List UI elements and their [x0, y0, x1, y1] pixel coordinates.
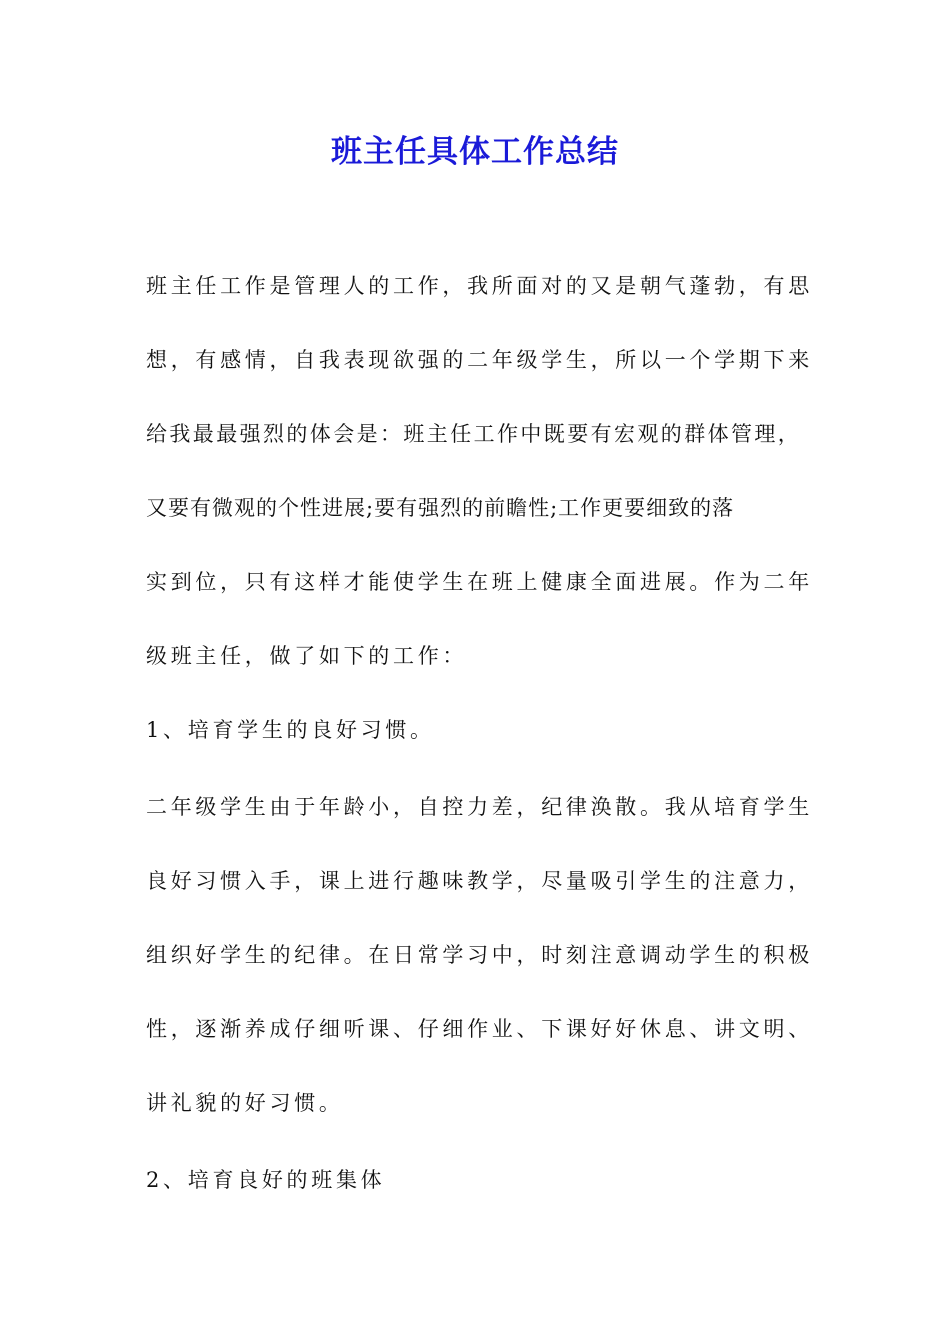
document-title: 班主任具体工作总结	[331, 134, 619, 170]
paragraph-line: 级班主任，做了如下的工作：	[146, 644, 468, 668]
section-heading: 1、培育学生的良好习惯。	[146, 718, 435, 742]
paragraph-line: 给我最最强烈的体会是：班主任工作中既要有宏观的群体管理，	[146, 422, 802, 446]
paragraph-line: 性，逐渐养成仔细听课、仔细作业、下课好好休息、讲文明、	[146, 1017, 813, 1041]
paragraph-line: 讲礼貌的好习惯。	[146, 1091, 344, 1115]
paragraph-line: 组织好学生的纪律。在日常学习中，时刻注意调动学生的积极	[146, 943, 813, 967]
section-heading: 2、培育良好的班集体	[146, 1168, 386, 1192]
paragraph-line: 二年级学生由于年龄小，自控力差，纪律涣散。我从培育学生	[146, 795, 813, 819]
paragraph-line: 良好习惯入手，课上进行趣味教学，尽量吸引学生的注意力，	[146, 869, 813, 893]
paragraph-line: 想，有感情，自我表现欲强的二年级学生，所以一个学期下来	[146, 348, 813, 372]
paragraph-line: 又要有微观的个性进展;要有强烈的前瞻性;工作更要细致的落	[146, 496, 735, 520]
paragraph-line: 实到位，只有这样才能使学生在班上健康全面进展。作为二年	[146, 570, 813, 594]
paragraph-line: 班主任工作是管理人的工作，我所面对的又是朝气蓬勃，有思	[146, 274, 813, 298]
